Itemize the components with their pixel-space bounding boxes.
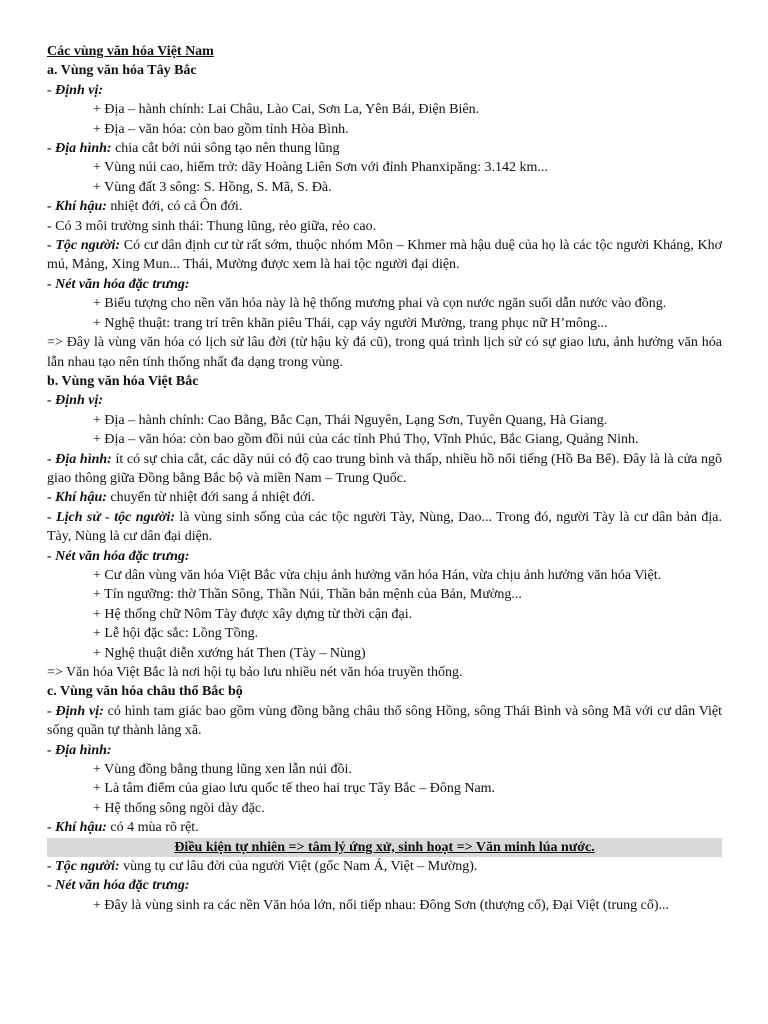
c-dinh-vi-text: có hình tam giác bao gồm vùng đồng bằng châu thổ sông Hồng, sông Thái Bình và sông Mã với cư dân Việt sống quần tự thành làng xã. [47,703,723,739]
b-net-item-5: + Nghệ thuật diễn xướng hát Then (Tày – Nùng) [93,645,366,661]
c-net-van-hoa-label: - Nét văn hóa đặc trưng: [47,878,190,894]
a-dia-hinh-label: - Địa hình: [47,141,112,157]
a-toc-nguoi-paragraph [47,236,722,275]
b-net-item-1: + Cư dân vùng văn hóa Việt Bắc vừa chịu ảnh hưởng văn hóa Hán, vừa chịu ảnh hưởng văn hóa Việt. [93,567,662,583]
b-khi-hau-label: - Khí hậu: [47,490,107,506]
a-dia-hinh-item-1: + Vùng núi cao, hiểm trở: dãy Hoàng Liên Sơn với đỉnh Phanxipăng: 3.142 km... [93,160,548,176]
a-dia-hinh-text: chia cắt bởi núi sông tạo nên thung lũng [111,141,340,157]
c-highlight-text: Điều kiện tự nhiên => tâm lý ứng xử, sinh hoạt => Văn minh lúa nước. [174,839,595,855]
c-khi-hau-label: - Khí hậu: [47,820,107,836]
b-net-item-4: + Lễ hội đặc sắc: Lồng Tồng. [93,626,259,642]
c-dinh-vi-label: - Định vị: [47,703,104,719]
b-khi-hau-text: chuyển từ nhiệt đới sang á nhiệt đới. [106,490,315,506]
a-net-van-hoa-label: - Nét văn hóa đặc trưng: [47,276,190,292]
b-lich-su-label: - Lịch sử - tộc người: [47,509,175,525]
c-highlight-banner [47,838,722,857]
c-toc-nguoi-label: - Tộc người: [47,859,120,875]
section-c-heading: c. Vùng văn hóa châu thổ Bắc bộ [47,684,243,700]
b-dinh-vi-item-1: + Địa – hành chính: Cao Bằng, Bắc Cạn, Thái Nguyên, Lạng Sơn, Tuyên Quang, Hà Giang. [93,412,608,428]
a-moi-truong: - Có 3 môi trường sinh thái: Thung lũng, rẻo giữa, rẻo cao. [47,218,377,234]
document-title: Các vùng văn hóa Việt Nam [47,44,214,59]
c-dia-hinh-item-2: + Là tâm điểm của giao lưu quốc tế theo hai trục Tây Bắc – Đông Nam. [93,781,496,797]
a-dinh-vi-item-2: + Địa – văn hóa: còn bao gồm tỉnh Hòa Bình. [93,121,349,137]
a-dia-hinh-line [47,139,722,158]
b-khi-hau-line [47,488,722,507]
b-ket-luan: => Văn hóa Việt Bắc là nơi hội tụ bảo lưu nhiều nét văn hóa truyền thống. [47,665,463,680]
c-net-item-1: + Đây là vùng sinh ra các nền Văn hóa lớn, nối tiếp nhau: Đông Sơn (thượng cổ), Đại Việt (trung cổ)... [93,897,669,913]
a-dinh-vi-item-1: + Địa – hành chính: Lai Châu, Lào Cai, Sơn La, Yên Bái, Điện Biên. [93,102,480,118]
b-net-van-hoa-label: - Nét văn hóa đặc trưng: [47,548,190,564]
c-toc-nguoi-text: vùng tụ cư lâu đời của người Việt (gốc Nam Á, Việt – Mường). [119,859,478,875]
a-ket-luan: => Đây là vùng văn hóa có lịch sử lâu đời (từ hậu kỳ đá cũ), trong quá trình lịch sử có sự giao lưu, ảnh hưởng văn hóa lẫn nhau tạo nên tính thống nhất đa dạng trong vùng. [47,335,722,370]
b-dia-hinh-text: ít có sự chia cắt, các dãy núi có độ cao trung bình và thấp, nhiều hồ nổi tiếng (Hồ Ba Bể). Đây là là cửa ngõ giao thông giữa Đồng bằng Bắc bộ và miền Nam – Trung Quốc. [47,451,722,486]
a-dinh-vi-label: - Định vị: [47,82,103,98]
b-lich-su-text: là vùng sinh sống của các tộc người Tày, Nùng, Dao... Trong đó, người Tày là cư dân bản địa. Tày, Nùng là cư dân đại diện. [47,509,722,545]
b-net-item-2: + Tín ngưỡng: thờ Thần Sông, Thần Núi, Thần bản mệnh của Bản, Mường... [93,587,522,603]
c-toc-nguoi-line [47,857,722,876]
a-khi-hau-label: - Khí hậu: [47,199,107,215]
c-dia-hinh-label: - Địa hình: [47,742,112,758]
c-dia-hinh-item-3: + Hệ thống sông ngòi dày đặc. [93,800,265,816]
b-dia-hinh-paragraph [47,450,722,489]
a-net-item-1: + Biểu tượng cho nền văn hóa này là hệ thống mương phai và cọn nước ngăn suối dẫn nước vào đồng. [93,296,667,312]
a-khi-hau-text: nhiệt đới, có cả Ôn đới. [106,199,243,215]
section-a-heading: a. Vùng văn hóa Tây Bắc [47,63,197,79]
c-dia-hinh-item-1: + Vùng đồng bằng thung lũng xen lẫn núi đồi. [93,762,352,778]
b-dinh-vi-item-2: + Địa – văn hóa: còn bao gồm đồi núi của các tỉnh Phú Thọ, Vĩnh Phúc, Bắc Giang, Quảng Ninh. [93,432,639,448]
b-dinh-vi-label: - Định vị: [47,393,103,409]
a-dia-hinh-item-2: + Vùng đất 3 sông: S. Hồng, S. Mã, S. Đà. [93,179,332,195]
b-net-item-3: + Hệ thống chữ Nôm Tày được xây dựng từ thời cận đại. [93,606,413,622]
section-b-heading: b. Vùng văn hóa Việt Bắc [47,373,199,389]
a-toc-nguoi-text: Có cư dân định cư từ rất sớm, thuộc nhóm Môn – Khmer mà hậu duệ của họ là các tộc người Kháng, Khơ mú, Mảng, Xing Mun... Thái, Mường được xem là hai tộc người đại diện. [47,238,723,273]
b-dia-hinh-label: - Địa hình: [47,451,112,467]
c-dinh-vi-paragraph [47,702,722,741]
c-khi-hau-text: có 4 mùa rõ rệt. [106,820,199,836]
c-khi-hau-line [47,818,722,837]
a-toc-nguoi-label: - Tộc người: [47,238,121,254]
b-lich-su-paragraph [47,508,722,547]
a-khi-hau-line [47,197,722,216]
a-net-item-2: + Nghệ thuật: trang trí trên khăn piêu Thái, cạp váy người Mường, trang phục nữ H’mông... [93,315,608,331]
